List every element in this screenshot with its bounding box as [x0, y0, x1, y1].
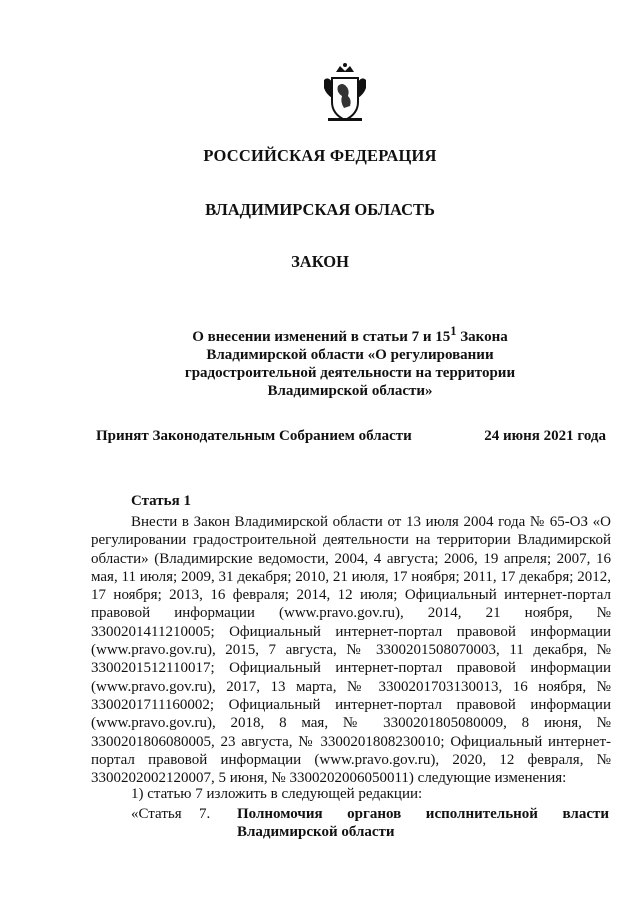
adoption-label: Принят Законодательным Собранием области	[96, 428, 412, 444]
law-title-part2: Закона Владимирской области «О регулировании градостроительной деятельности на территории Владимирской области»	[184, 329, 516, 399]
document-type-heading: ЗАКОН	[291, 252, 349, 271]
region-heading: ВЛАДИМИРСКАЯ ОБЛАСТЬ	[205, 200, 435, 219]
quoted-article-number: 7.	[199, 806, 211, 822]
article-1-item-1: 1) статью 7 изложить в следующей редакции:	[131, 786, 423, 802]
adoption-date: 24 июня 2021 года	[484, 428, 606, 444]
law-title-superscript: 1	[450, 324, 457, 338]
coat-of-arms-emblem	[322, 62, 368, 124]
quoted-article-label: «Статья	[131, 806, 182, 822]
country-heading: РОССИЙСКАЯ ФЕДЕРАЦИЯ	[203, 146, 437, 165]
law-title	[150, 322, 550, 400]
article-1-text: Внести в Закон Владимирской области от 13 июля 2004 года № 65-ОЗ «О регулировании градостроительной деятельности на территории Владимирской области» (Владимирские ведомости, 2004, 4 августа; 2006, 19 апреля; 2007, 16 мая, 11 июля; 2009, 31 декабря; 2010, 21 июля, 17 ноября; 2011, 17 декабря; 2012, 17 ноября; 2013, 16 февраля; 2014, 12 июля; Официальный интернет-портал правовой информации (www.pravo.gov.ru), 2014, 21 ноября, № 3300201411210005; Официальный интернет-портал правовой информации (www.pravo.gov.ru), 2015, 7 августа, № 3300201508070003, 11 декабря, № 3300201512110017; Официальный интернет-портал правовой информации (www.pravo.gov.ru), 2017, 13 марта, № 3300201703130013, 16 ноября, № 3300201711160002; Официальный интернет-портал правовой информации (www.pravo.gov.ru), 2018, 8 мая, № 3300201805080009, 8 июня, № 3300201806080005, 23 августа, № 3300201808230010; Официальный интернет-портал правовой информации (www.pravo.gov.ru), 2020, 12 февраля, № 3300202002120007, 5 июня, № 3300202006050011) следующие изменения:	[91, 514, 611, 787]
quoted-article-heading: Полномочия органов исполнительной власти Владимирской области	[237, 806, 609, 840]
article-1-heading: Статья 1	[131, 493, 191, 509]
law-title-part1: О внесении изменений в статьи 7 и 15	[192, 329, 451, 345]
